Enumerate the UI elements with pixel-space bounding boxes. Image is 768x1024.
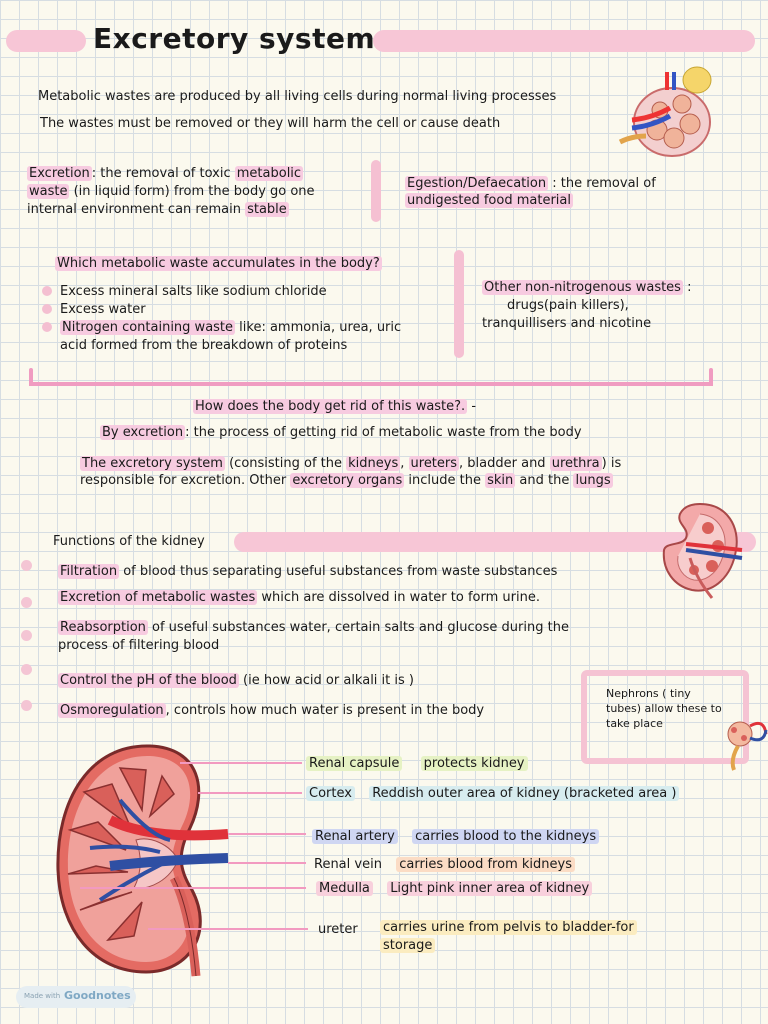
- label-ureter: ureter: [318, 922, 358, 937]
- bullet-3: [42, 322, 52, 332]
- function-4: Control the pH of the blood (ie how acid or alkali it is ): [60, 673, 414, 688]
- leader-medulla: [80, 887, 306, 889]
- kidney-cross-section-icon: [612, 60, 714, 160]
- label-cortex: Cortex Reddish outer area of kidney (bracketed area ): [306, 785, 679, 802]
- function-dot-3: [21, 630, 32, 641]
- title-bar-left: [6, 30, 86, 52]
- intro-line-2: The wastes must be removed or they will harm the cell or cause death: [40, 116, 501, 131]
- non-nitrogenous-line-1: drugs(pain killers),: [507, 298, 629, 313]
- excretory-system-line-2: responsible for excretion. Other excretory organs include the skin and the lungs: [80, 473, 611, 488]
- excretion-term: Excretion: [29, 166, 90, 181]
- goodnotes-logo: Goodnotes: [64, 989, 131, 1002]
- function-1: Filtration of blood thus separating useful substances from waste substances: [60, 564, 558, 579]
- nephron-icon: [716, 708, 768, 774]
- page-title: Excretory system: [93, 22, 376, 55]
- leader-ureter: [148, 928, 308, 930]
- function-dot-1: [21, 560, 32, 571]
- function-5: Osmoregulation , controls how much water is present in the body: [60, 703, 485, 718]
- accumulate-item-3: Nitrogen containing waste like: ammonia, urea, uric: [62, 320, 402, 335]
- kidney-diagram: [50, 740, 250, 980]
- divider-vertical-2: [454, 250, 464, 358]
- function-3: Reabsorption of useful substances water, certain salts and glucose during the: [60, 620, 569, 635]
- label-renal-artery: Renal artery carries blood to the kidneys: [312, 828, 599, 845]
- accumulate-item-1: Excess mineral salts like sodium chloride: [60, 284, 327, 299]
- function-dot-5: [21, 700, 32, 711]
- excretion-definition: Excretion : the removal of toxic metabolic: [29, 166, 302, 181]
- egestion-definition-line-2: undigested food material: [407, 193, 571, 208]
- non-nitrogenous-line-2: tranquillisers and nicotine: [482, 316, 652, 331]
- function-2: Excretion of metabolic wastes which are dissolved in water to form urine.: [60, 590, 540, 605]
- intro-line-1: Metabolic wastes are produced by all living cells during normal living processes: [38, 89, 557, 104]
- non-nitrogenous-heading: Other non-nitrogenous wastes :: [484, 280, 692, 295]
- by-excretion-line: By excretion : the process of getting rid of metabolic waste from the body: [102, 425, 582, 440]
- functions-heading: Functions of the kidney: [53, 534, 205, 549]
- accumulate-item-3-line-2: acid formed from the breakdown of proteins: [60, 338, 348, 353]
- goodnotes-badge: [16, 986, 136, 1008]
- egestion-definition: Egestion/Defaecation : the removal of: [407, 176, 656, 191]
- accumulate-item-2: Excess water: [60, 302, 146, 317]
- label-ureter-desc: carries urine from pelvis to bladder-for: [380, 919, 637, 936]
- label-renal-vein: Renal vein carries blood from kidneys: [314, 856, 575, 873]
- bracket-divider: [28, 368, 714, 390]
- bullet-1: [42, 286, 52, 296]
- excretion-definition-line-2: waste (in liquid form) from the body go one: [29, 184, 315, 199]
- divider-vertical-1: [371, 160, 381, 222]
- leader-renal-artery: [228, 833, 306, 835]
- leader-renal-vein: [228, 862, 306, 864]
- excretion-definition-line-3: internal environment can remain stable: [27, 202, 287, 217]
- function-dot-2: [21, 597, 32, 608]
- made-with-text: Made with: [24, 992, 61, 1000]
- accumulate-question: Which metabolic waste accumulates in the body?: [57, 256, 380, 271]
- title-bar-right: [373, 30, 755, 52]
- leader-renal-capsule: [180, 762, 302, 764]
- function-3-line-2: process of filtering blood: [58, 638, 220, 653]
- leader-cortex: [198, 792, 302, 794]
- bullet-2: [42, 304, 52, 314]
- label-medulla: Medulla Light pink inner area of kidney: [316, 880, 592, 897]
- egestion-term: Egestion/Defaecation: [407, 176, 547, 191]
- label-ureter-desc-line-2: storage: [380, 937, 435, 954]
- how-question: How does the body get rid of this waste?. -: [195, 399, 477, 414]
- excretory-system-line-1: The excretory system (consisting of the kidneys , ureters , bladder and urethra ) is: [82, 456, 622, 471]
- label-renal-capsule: Renal capsule protects kidney: [306, 755, 528, 772]
- nephron-note: Nephrons ( tiny tubes) allow these to take place: [606, 687, 722, 730]
- function-dot-4: [21, 664, 32, 675]
- kidney-icon: [656, 498, 744, 600]
